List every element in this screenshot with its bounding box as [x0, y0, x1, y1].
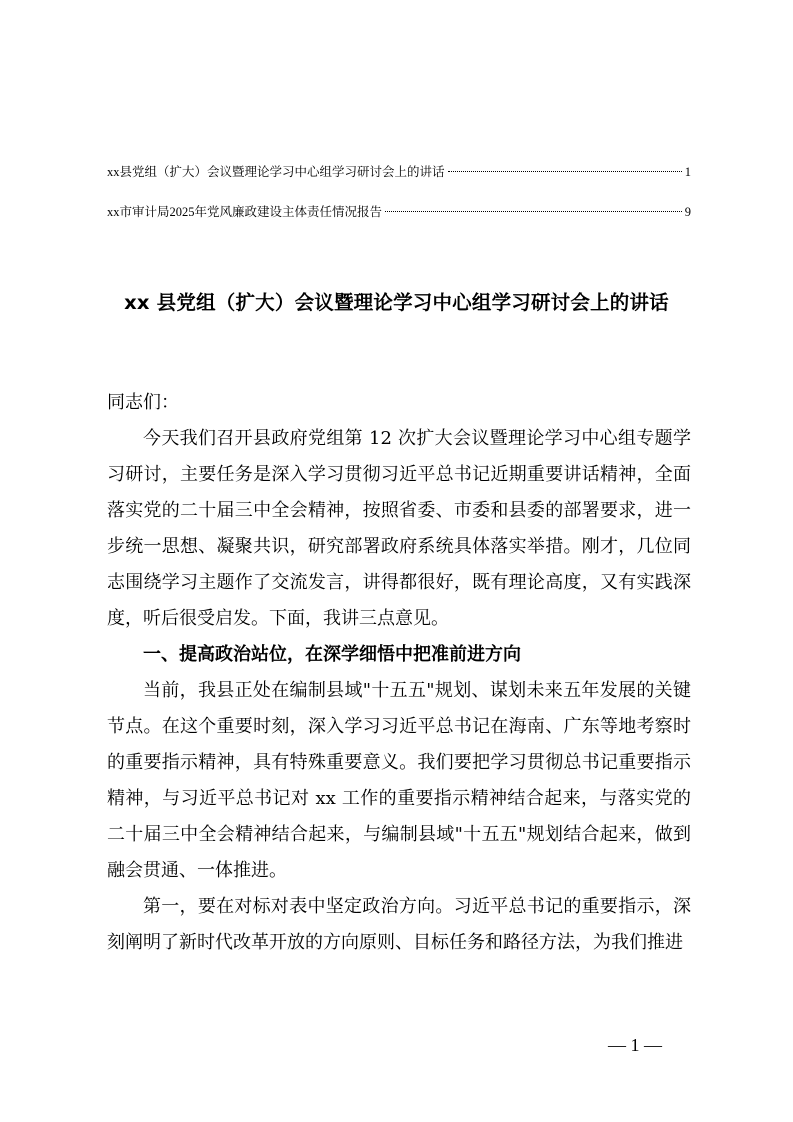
toc-entry-page[interactable]: 9: [684, 205, 691, 219]
paragraph-intro: 今天我们召开县政府党组第 12 次扩大会议暨理论学习中心组专题学习研讨，主要任务是深入学习贯彻习近平总书记近期重要讲话精神，全面落实党的二十届三中全会精神，按照省委、市委和县委的部署要求，进一步统一思想、凝聚共识，研究部署政府系统具体落实举措。刚才，几位同志围绕学习主题作了交流发言，讲得都很好，既有理论高度，又有实践深度，听后很受启发。下面，我讲三点意见。: [107, 428, 691, 629]
document-body: [107, 385, 691, 961]
toc-dot-leader: [385, 211, 682, 212]
table-of-contents: [107, 160, 691, 240]
section-heading: 一、提高政治站位，在深学细悟中把准前进方向: [143, 644, 521, 665]
page-number: — 1 —: [608, 1035, 662, 1055]
toc-dot-leader: [448, 171, 682, 172]
toc-entry[interactable]: [107, 160, 691, 200]
toc-entry-title[interactable]: xx县党组（扩大）会议暨理论学习中心组学习研讨会上的讲话: [107, 165, 445, 179]
toc-entry-title[interactable]: xx市审计局2025年党风廉政建设主体责任情况报告: [107, 205, 383, 219]
paragraph: 当前，我县正处在编制县域"十五五"规划、谋划未来五年发展的关键节点。在这个重要时刻，深入学习习近平总书记在海南、广东等地考察时的重要指示精神，具有特殊重要意义。我们要把学习贯彻总书记重要指示精神，与习近平总书记对 xx 工作的重要指示精神结合起来，与落实党的二十届三中全会精神结合起来，与编制县域"十五五"规划结合起来，做到融会贯通、一体推进。: [107, 680, 691, 881]
document-title: xx 县党组（扩大）会议暨理论学习中心组学习研讨会上的讲话: [124, 291, 669, 314]
toc-entry[interactable]: [107, 200, 691, 240]
salutation: 同志们：: [107, 392, 179, 413]
paragraph: 第一，要在对标对表中坚定政治方向。习近平总书记的重要指示，深刻阐明了新时代改革开放的方向原则、目标任务和路径方法，为我们推进: [107, 896, 691, 953]
toc-entry-page[interactable]: 1: [684, 165, 691, 179]
